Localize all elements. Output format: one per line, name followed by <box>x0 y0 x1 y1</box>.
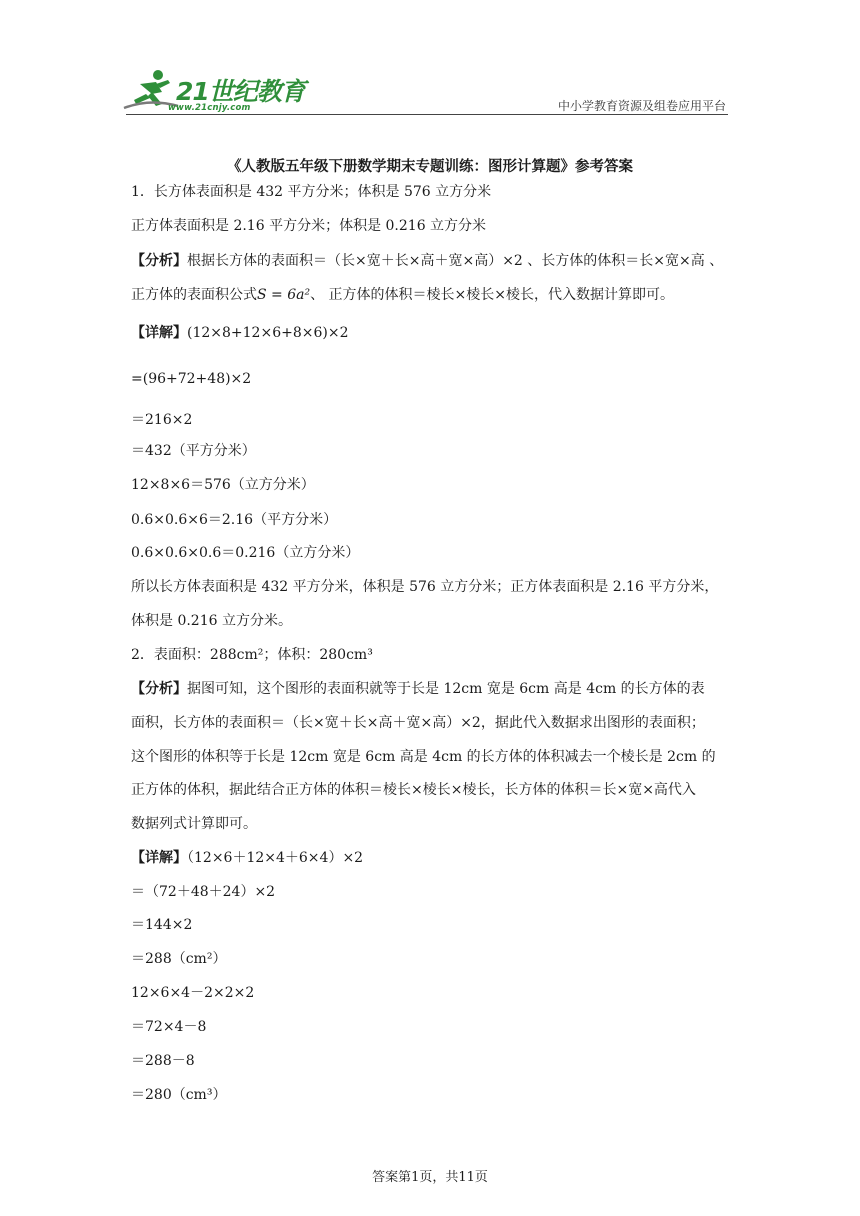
header-divider <box>126 114 728 115</box>
q2-analysis-text-1: 据图可知，这个图形的表面积就等于长是 12cm 宽是 6cm 高是 4cm 的长方体的表 <box>187 681 705 697</box>
platform-name: 中小学教育资源及组卷应用平台 <box>557 99 726 113</box>
q2-detail-line <box>131 848 363 868</box>
q1-analysis-text-1: 根据长方体的表面积＝（长×宽＋长×高＋宽×高）×2 、长方体的体积＝长×宽×高 、 <box>187 253 724 269</box>
q1-detail-tag: 【详解】 <box>131 325 187 341</box>
q2-step-2: ＝（72＋48＋24）×2 <box>131 884 276 900</box>
q2-detail-tag: 【详解】 <box>131 850 187 866</box>
q2-analysis-tag: 【分析】 <box>131 681 187 697</box>
q1-analysis-text-2b: 、 正方体的体积＝棱长×棱长×棱长，代入数据计算即可。 <box>310 287 675 303</box>
q2-answer-line: 2．表面积：288cm²；体积：280cm³ <box>131 647 373 663</box>
q1-detail-line <box>131 323 348 343</box>
q2-step-8: ＝280（cm³） <box>131 1087 227 1103</box>
q1-step-7: 0.6×0.6×0.6＝0.216（立方分米） <box>131 545 360 561</box>
q1-analysis-tag: 【分析】 <box>131 253 187 269</box>
q2-step-6: ＝72×4－8 <box>131 1019 207 1035</box>
q1-analysis-formula: S = 6a² <box>257 287 311 303</box>
q1-step-6: 0.6×0.6×6＝2.16（平方分米） <box>131 512 338 528</box>
q2-step-5: 12×6×4－2×2×2 <box>131 985 255 1001</box>
q2-step-1: （12×6＋12×4＋6×4）×2 <box>187 850 364 866</box>
q2-step-3: ＝144×2 <box>131 917 193 933</box>
q1-step-1: (12×8+12×6+8×6)×2 <box>187 325 349 341</box>
q1-conclusion-line-1: 所以长方体表面积是 432 平方分米，体积是 576 立方分米；正方体表面积是 2.16 平方分米， <box>131 579 719 595</box>
q1-analysis-text-2a: 正方体的表面积公式 <box>131 287 257 303</box>
q1-answer-line-1: 1．长方体表面积是 432 平方分米；体积是 576 立方分米 <box>131 184 492 200</box>
q1-answer-line-2: 正方体表面积是 2.16 平方分米；体积是 0.216 立方分米 <box>131 218 487 234</box>
q1-step-5: 12×8×6＝576（立方分米） <box>131 477 315 493</box>
logo <box>122 68 305 116</box>
q2-step-7: ＝288－8 <box>131 1053 195 1069</box>
q1-step-2: =(96+72+48)×2 <box>131 371 252 387</box>
page-title: 《人教版五年级下册数学期末专题训练：图形计算题》参考答案 <box>227 159 633 175</box>
q2-analysis-line-3: 这个图形的体积等于长是 12cm 宽是 6cm 高是 4cm 的长方体的体积减去一个棱长是 2cm 的 <box>131 749 716 765</box>
q1-step-4: ＝432（平方分米） <box>131 443 256 459</box>
q2-analysis-line-2: 面积，长方体的表面积＝（长×宽＋长×高＋宽×高）×2，据此代入数据求出图形的表面积； <box>131 715 705 731</box>
q1-analysis-line-2 <box>131 285 674 305</box>
q1-conclusion-line-2: 体积是 0.216 立方分米。 <box>131 613 292 629</box>
q2-step-4: ＝288（cm²） <box>131 951 227 967</box>
q1-analysis-line-1 <box>131 251 723 271</box>
q2-analysis-line-1 <box>131 679 705 699</box>
logo-text: 21世纪教育 <box>176 77 305 106</box>
q2-analysis-line-4: 正方体的体积，据此结合正方体的体积＝棱长×棱长×棱长，长方体的体积＝长×宽×高代入 <box>131 782 696 798</box>
logo-url: www.21cnjy.com <box>168 103 251 113</box>
q1-step-3: ＝216×2 <box>131 412 193 428</box>
q2-analysis-line-5: 数据列式计算即可。 <box>131 816 257 832</box>
page-footer: 答案第1页，共11页 <box>372 1170 488 1185</box>
